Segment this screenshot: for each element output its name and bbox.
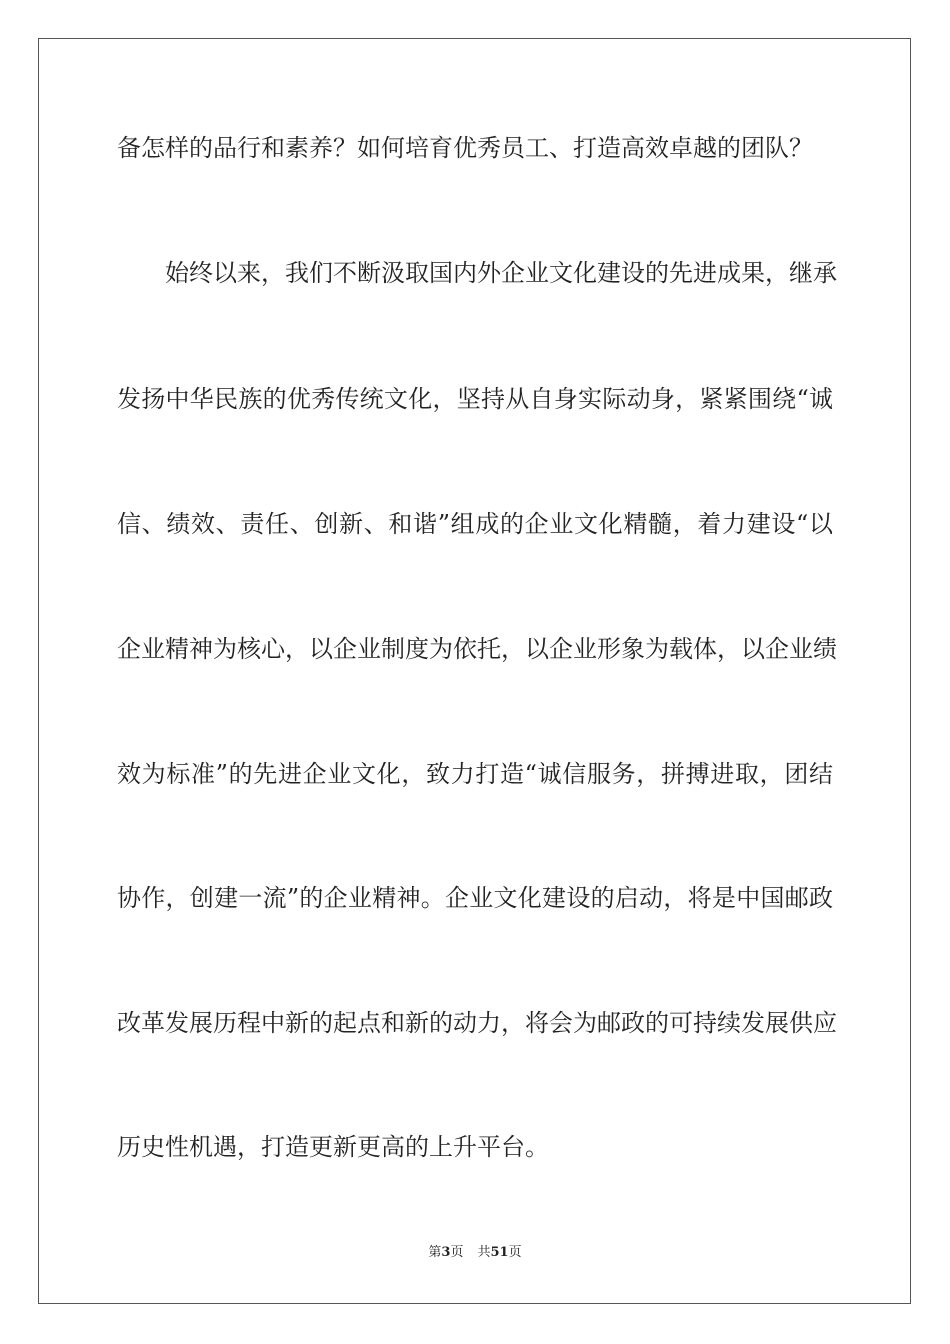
total-prefix: 共	[477, 1245, 491, 1260]
paragraph-line-5: 企业精神为核心，以企业制度为依托，以企业形象为载体，以企业绩	[117, 635, 837, 663]
total-suffix: 页	[508, 1245, 522, 1260]
paragraph-line-9: 历史性机遇，打造更新更高的上升平台。	[117, 1133, 549, 1161]
page-prefix: 第	[428, 1245, 442, 1260]
total-pages-number: 51	[490, 1245, 509, 1260]
paragraph-line-8: 改革发展历程中新的起点和新的动力，将会为邮政的可持续发展供应	[117, 1009, 837, 1037]
page-suffix: 页	[450, 1245, 464, 1260]
paragraph-line-6: 效为标准”的先进企业文化，致力打造“诚信服务，拼搏进取，团结	[117, 760, 833, 788]
paragraph-line-3: 发扬中华民族的优秀传统文化，坚持从自身实际动身，紧紧围绕“诚	[117, 385, 833, 413]
current-page-number: 3	[441, 1245, 451, 1260]
page-border	[38, 38, 911, 1304]
paragraph-line-4: 信、绩效、责任、创新、和谐”组成的企业文化精髓，着力建设“以	[117, 510, 833, 538]
paragraph-line-1: 备怎样的品行和素养？如何培育优秀员工、打造高效卓越的团队？	[117, 134, 813, 162]
page-footer	[0, 1244, 950, 1262]
paragraph-line-2: 始终以来，我们不断汲取国内外企业文化建设的先进成果，继承	[165, 259, 837, 287]
paragraph-line-7: 协作，创建一流”的企业精神。企业文化建设的启动，将是中国邮政	[117, 884, 833, 912]
